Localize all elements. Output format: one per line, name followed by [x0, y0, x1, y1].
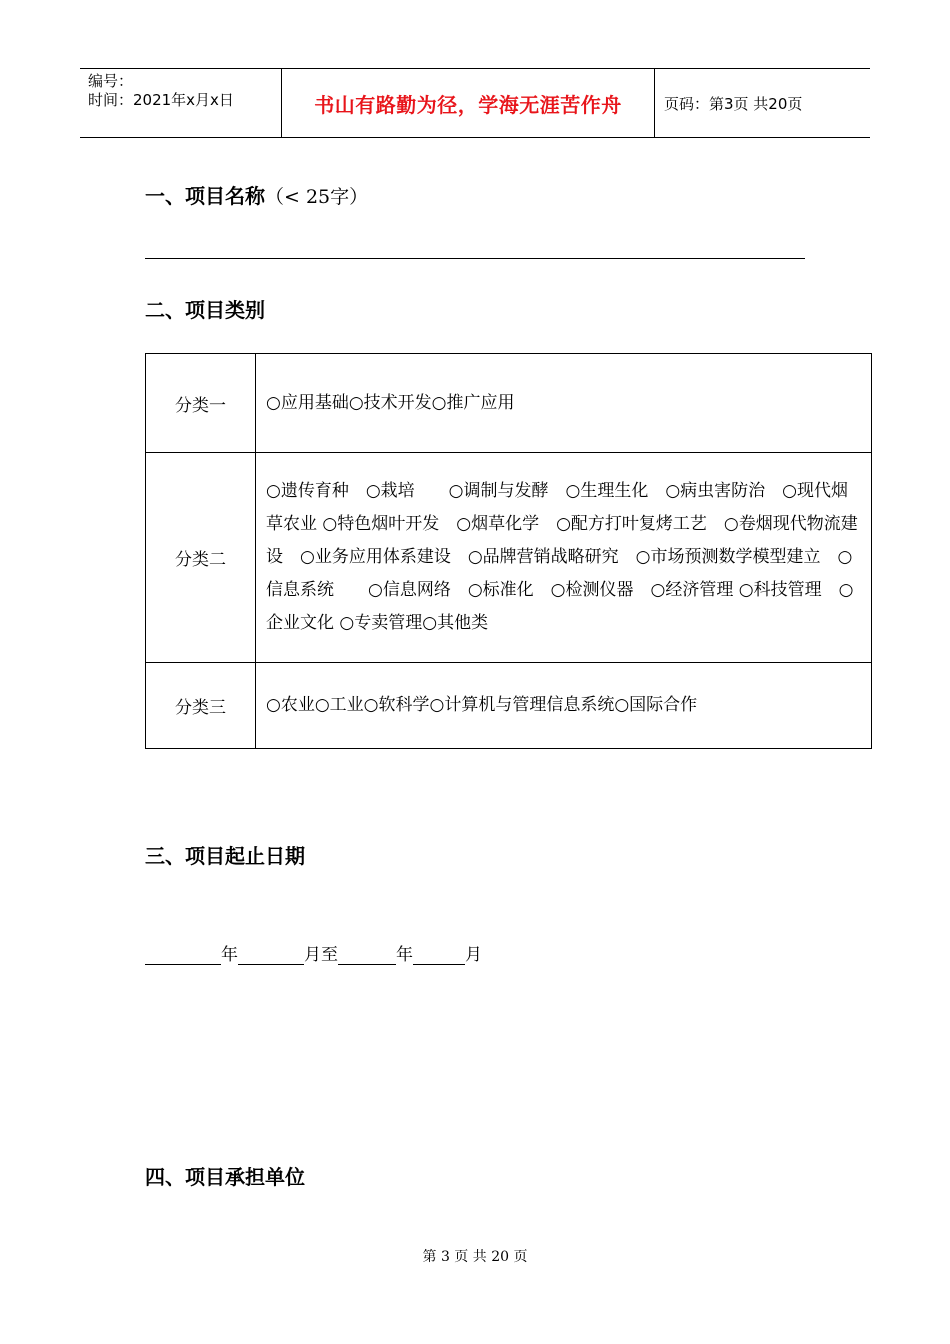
section-project-category-title: 二、项目类别 — [145, 298, 265, 322]
header-motto: 书山有路勤为径，学海无涯苦作舟 — [314, 92, 622, 117]
page-header — [80, 68, 870, 138]
page-footer: 第 3 页 共 20 页 — [422, 1249, 528, 1265]
section-project-name-note: （< 25字） — [265, 186, 369, 208]
header-meta — [80, 69, 280, 137]
category-table — [145, 353, 872, 749]
start-month-field[interactable] — [238, 942, 304, 965]
category-label: 分类二 — [146, 453, 256, 663]
category-row — [146, 663, 872, 749]
category-options[interactable]: ○应用基础○技术开发○推广应用 — [256, 354, 872, 453]
header-page-code: 页码：第3页 共20页 — [664, 94, 803, 113]
end-year-label: 年 — [396, 945, 413, 965]
start-year-label: 年 — [221, 945, 238, 965]
end-month-label: 月 — [465, 945, 482, 965]
header-motto-cell — [281, 69, 655, 137]
date-range-line — [145, 940, 482, 965]
document-number-label: 编号： — [88, 72, 134, 90]
end-year-field[interactable] — [338, 942, 396, 965]
project-name-field[interactable] — [145, 258, 805, 259]
document-date: 时间：2021年x月x日 — [88, 91, 234, 109]
category-row — [146, 453, 872, 663]
section-project-dates-title: 三、项目起止日期 — [145, 844, 305, 868]
end-month-field[interactable] — [413, 942, 465, 965]
section-undertaking-unit-title: 四、项目承担单位 — [145, 1165, 305, 1189]
category-options[interactable]: ○遗传育种 ○栽培 ○调制与发酵 ○生理生化 ○病虫害防治 ○现代烟草农业 ○特色烟叶开发 ○烟草化学 ○配方打叶复烤工艺 ○卷烟现代物流建设 ○业务应用体系建设 ○品牌营销战略研究 ○市场预测数学模型建立 ○信息系统 ○信息网络 ○标准化 ○检测仪器 ○经济管理 ○科技管理 ○企业文化 ○专卖管理○其他类 — [256, 453, 872, 663]
category-label: 分类三 — [146, 663, 256, 749]
header-page-cell — [654, 69, 870, 137]
category-label: 分类一 — [146, 354, 256, 453]
category-row — [146, 354, 872, 453]
start-month-to-label: 月至 — [304, 945, 338, 965]
category-options[interactable]: ○农业○工业○软科学○计算机与管理信息系统○国际合作 — [256, 663, 872, 749]
section-project-name-title: 一、项目名称 — [145, 184, 265, 208]
section-project-name — [145, 180, 368, 209]
start-year-field[interactable] — [145, 942, 221, 965]
